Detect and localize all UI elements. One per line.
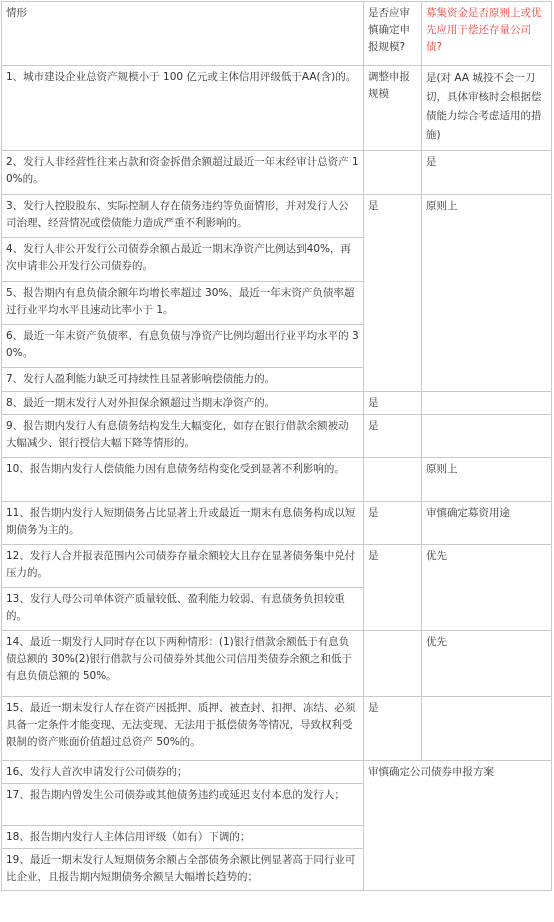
situation-cell: 4、发行人非公开发行公司债券余额占最近一期末净资产比例达到40%，再次申请非公开发行公司债券的。 bbox=[2, 238, 364, 282]
header-row bbox=[2, 2, 552, 66]
repay-cell: 是(对 AA 城投不会一刀切，具体审核时会根据偿债能力综合考虑适用的措施) bbox=[422, 66, 552, 151]
table-row bbox=[2, 631, 552, 697]
table-row bbox=[2, 761, 552, 784]
repay-cell: 原则上 bbox=[422, 195, 552, 392]
scale-cell: 是 bbox=[364, 502, 422, 545]
situation-cell: 7、发行人盈利能力缺乏可持续性且显著影响偿债能力的。 bbox=[2, 368, 364, 392]
header-repay: 募集资金是否原则上或优先应用于偿还存量公司债? bbox=[422, 2, 552, 66]
table-row bbox=[2, 392, 552, 415]
situation-cell: 8、最近一期末发行人对外担保余额超过当期末净资产的。 bbox=[2, 392, 364, 415]
situation-cell: 10、报告期内发行人偿债能力因有息债务结构变化受到显著不利影响的。 bbox=[2, 458, 364, 502]
table-row bbox=[2, 415, 552, 458]
scale-cell: 是 bbox=[364, 392, 422, 415]
situation-cell: 19、最近一期末发行人短期债务余额占全部债务余额比例显著高于同行业可比企业，且报告期内短期债务余额呈大幅增长趋势的； bbox=[2, 849, 364, 891]
situation-cell: 16、发行人首次申请发行公司债券的； bbox=[2, 761, 364, 784]
repay-cell bbox=[422, 392, 552, 415]
situation-cell: 13、发行人母公司单体资产质量较低、盈利能力较弱、有息债务负担较重的。 bbox=[2, 588, 364, 631]
situation-cell: 2、发行人非经营性往来占款和资金拆借余额超过最近一年末经审计总资产 10%的。 bbox=[2, 151, 364, 195]
scale-cell: 是 bbox=[364, 545, 422, 631]
situation-cell: 9、报告期内发行人有息债务结构发生大幅变化，如存在银行借款余额被动大幅减少、银行授信大幅下降等情形的。 bbox=[2, 415, 364, 458]
proposal-cell: 审慎确定公司债券申报方案 bbox=[364, 761, 552, 891]
table-row bbox=[2, 697, 552, 761]
repay-cell: 优先 bbox=[422, 631, 552, 697]
scale-cell bbox=[364, 631, 422, 697]
situation-cell: 6、最近一年末资产负债率、有息负债与净资产比例均超出行业平均水平的 30%。 bbox=[2, 325, 364, 368]
table-row bbox=[2, 195, 552, 238]
table-row bbox=[2, 151, 552, 195]
repay-cell: 原则上 bbox=[422, 458, 552, 502]
scale-cell: 是 bbox=[364, 415, 422, 458]
repay-cell: 优先 bbox=[422, 545, 552, 631]
table-row bbox=[2, 458, 552, 502]
situation-cell: 5、报告期内有息负债余额年均增长率超过 30%、最近一年末资产负债率超过行业平均水平且速动比率小于 1。 bbox=[2, 282, 364, 325]
scale-cell: 是 bbox=[364, 195, 422, 392]
table-row bbox=[2, 502, 552, 545]
situation-cell: 11、报告期内发行人短期债务占比显著上升或最近一期末有息债务构成以短期债务为主的。 bbox=[2, 502, 364, 545]
situation-cell: 1、城市建设企业总资产规模小于 100 亿元或主体信用评级低于AA(含)的。 bbox=[2, 66, 364, 151]
scale-cell: 调整申报规模 bbox=[364, 66, 422, 151]
situation-cell: 12、发行人合并报表范围内公司债券存量余额较大且存在显著债务集中兑付压力的。 bbox=[2, 545, 364, 588]
situation-cell: 3、发行人控股股东、实际控制人存在债务违约等负面情形，并对发行人公司治理、经营情况或偿债能力造成严重不利影响的。 bbox=[2, 195, 364, 238]
header-scale: 是否应审慎确定申报规模? bbox=[364, 2, 422, 66]
scale-cell bbox=[364, 458, 422, 502]
situation-cell: 14、最近一期发行人同时存在以下两种情形：(1)银行借款余额低于有息负债总额的 30%(2)银行借款与公司债券外其他公司信用类债券余额之和低于有息负债总额的 50%。 bbox=[2, 631, 364, 697]
table-row bbox=[2, 66, 552, 151]
scale-cell bbox=[364, 151, 422, 195]
situation-cell: 17、报告期内曾发生公司债券或其他债务违约或延迟支付本息的发行人； bbox=[2, 784, 364, 826]
repay-cell bbox=[422, 697, 552, 761]
repay-cell: 是 bbox=[422, 151, 552, 195]
situation-cell: 15、最近一期末发行人存在资产因抵押、质押、被查封、扣押、冻结、必须具备一定条件才能变现、无法变现、无法用于抵偿债务等情况，导致权利受限制的资产账面价值超过总资产 50%的。 bbox=[2, 697, 364, 761]
situation-cell: 18、报告期内发行人主体信用评级（如有）下调的； bbox=[2, 826, 364, 849]
repay-cell bbox=[422, 415, 552, 458]
scale-cell: 是 bbox=[364, 697, 422, 761]
conditions-table bbox=[1, 1, 552, 891]
table-row bbox=[2, 545, 552, 588]
repay-cell: 审慎确定募资用途 bbox=[422, 502, 552, 545]
header-situation: 情形 bbox=[2, 2, 364, 66]
